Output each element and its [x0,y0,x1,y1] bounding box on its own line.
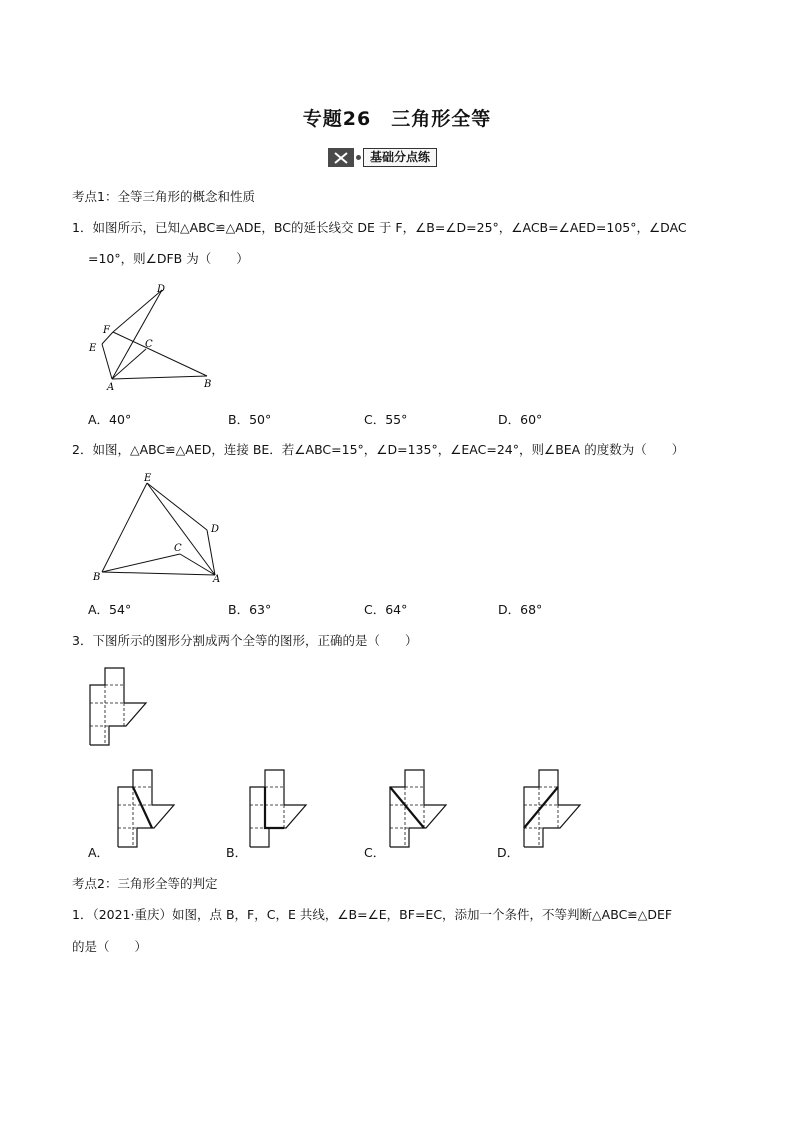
q1-option-a: A．40° [88,412,132,427]
q3-option-a-figure [114,767,184,857]
q2-point-e: E [144,473,152,484]
q1-text-line1: 1．如图所示，已知△ABC≌△ADE，BC的延长线交 DE 于 F，∠B=∠D=25°，∠ACB=∠AED=105°，∠DAC [72,220,687,235]
q3-text-line1: 3．下图所示的图形分割成两个全等的图形，正确的是（ ） [72,633,418,648]
q1-text-line2: =10°，则∠DFB 为（ ） [88,251,249,266]
q3-main-figure [86,665,156,755]
q2-option-a: A．54° [88,602,132,617]
q1-figure [86,280,226,393]
page-title: 专题26 三角形全等 [302,108,492,130]
q1-option-c: C．55° [364,412,408,427]
q1-point-e: E [89,343,97,354]
q2-option-c: C．64° [364,602,408,617]
q3-option-c-figure [386,767,456,857]
q2-option-d: D．68° [498,602,543,617]
q2-option-b: B．63° [228,602,272,617]
q3-option-c: C． [364,845,386,860]
badge-label: 基础分点练 [363,148,437,167]
q3-option-b: B． [226,845,248,860]
crossed-tools-icon [328,148,354,167]
section-heading-2: 考点2：三角形全等的判定 [72,876,218,891]
q2-point-c: C [174,543,182,554]
q1-point-f: F [103,325,110,336]
q1-option-b: B．50° [228,412,272,427]
q4-text-line1: 1．（2021·重庆）如图，点 B，F，C，E 共线，∠B=∠E，BF=EC，添加一个条件，不等判断△ABC≌△DEF [72,907,673,922]
q2-point-a: A [213,574,221,585]
q3-option-d: D． [497,845,520,860]
q1-option-d: D．60° [498,412,543,427]
badge-dot [356,155,361,160]
section-heading-1: 考点1：全等三角形的概念和性质 [72,189,255,204]
q1-point-b: B [204,379,212,390]
section-badge [328,148,437,167]
q1-point-d: D [157,284,166,295]
q1-point-c: C [145,339,153,350]
q3-option-b-figure [246,767,316,857]
q2-figure [90,470,230,585]
q3-option-d-figure [520,767,590,857]
q4-text-line2: 的是（ ） [72,939,148,954]
q2-point-d: D [211,524,220,535]
q2-point-b: B [93,572,101,583]
q1-point-a: A [107,382,115,393]
q2-text-line1: 2．如图，△ABC≌△AED，连接 BE．若∠ABC=15°，∠D=135°，∠EAC=24°，则∠BEA 的度数为（ ） [72,442,685,457]
q3-option-a: A． [88,845,110,860]
